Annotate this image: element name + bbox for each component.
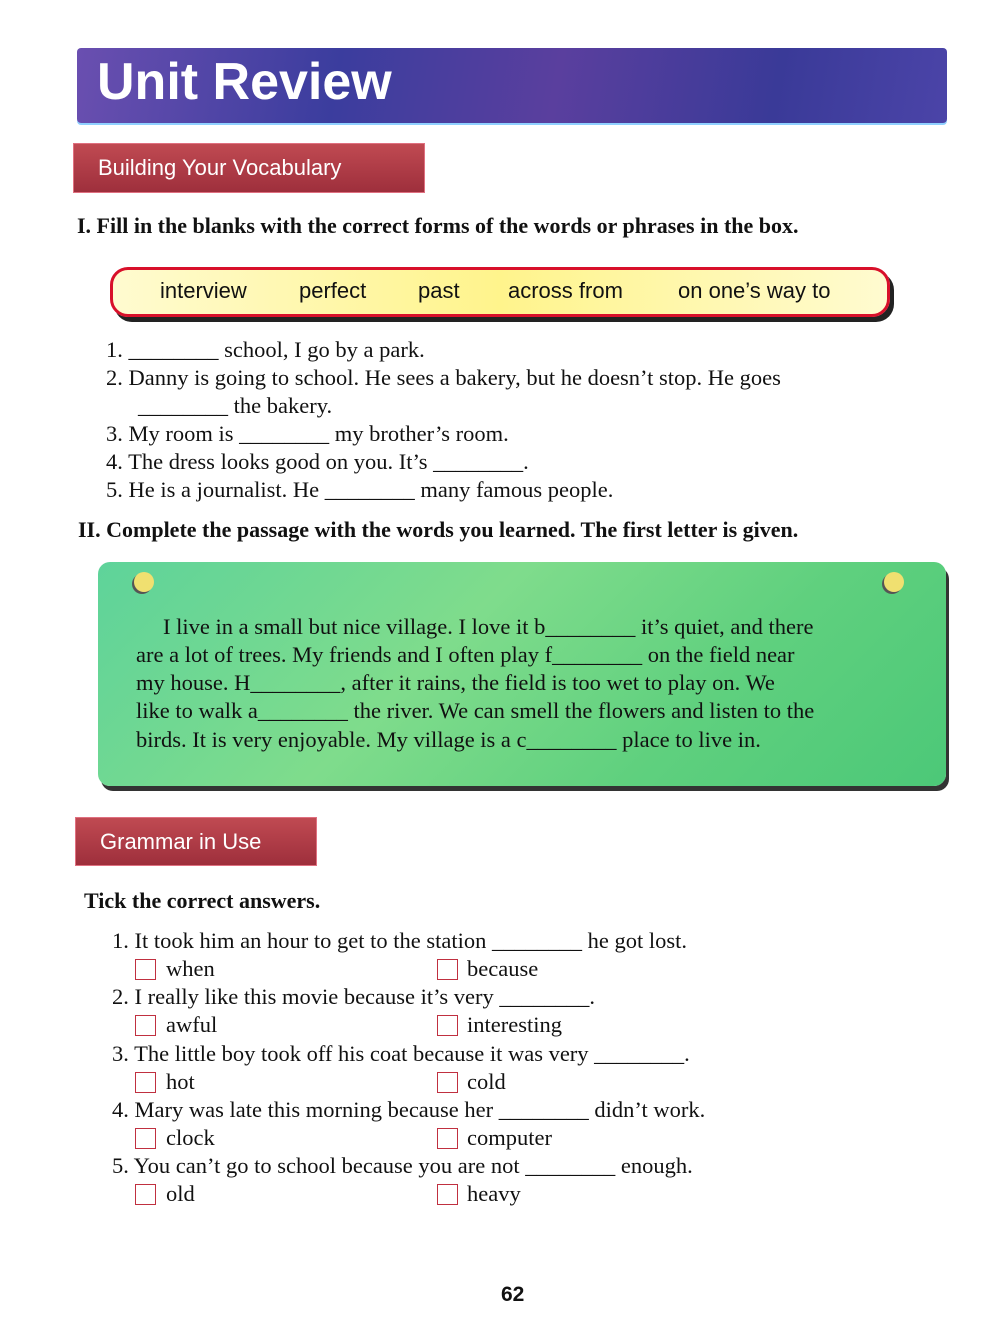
answer-option-label: because: [467, 956, 539, 981]
answer-checkbox[interactable]: [135, 1184, 156, 1205]
word-option: across from: [508, 278, 623, 303]
grammar-question: 2. I really like this movie because it’s very ________.: [112, 984, 596, 1009]
vocab-question-cont: ________ the bakery.: [138, 393, 333, 418]
answer-option-label: cold: [467, 1069, 506, 1094]
word-option: interview: [160, 278, 247, 303]
answer-option-label: heavy: [467, 1181, 521, 1206]
part1-heading: I. Fill in the blanks with the correct forms of the words or phrases in the box.: [77, 213, 799, 238]
grammar-question: 5. You can’t go to school because you are not ________ enough.: [112, 1153, 693, 1178]
answer-checkbox[interactable]: [437, 959, 458, 980]
answer-option-label: hot: [166, 1069, 195, 1094]
grammar-heading: Tick the correct answers.: [84, 888, 321, 913]
grammar-question: 4. Mary was late this morning because her ________ didn’t work.: [112, 1097, 706, 1122]
answer-checkbox[interactable]: [135, 1015, 156, 1036]
page-number: 62: [501, 1283, 525, 1306]
vocab-question: 3. My room is ________ my brother’s room.: [106, 421, 509, 446]
answer-checkbox[interactable]: [135, 959, 156, 980]
grammar-question: 1. It took him an hour to get to the station ________ he got lost.: [112, 928, 687, 953]
pin-icon: [134, 572, 154, 592]
vocab-question: 4. The dress looks good on you. It’s ________.: [106, 449, 529, 474]
vocab-question: 2. Danny is going to school. He sees a bakery, but he doesn’t stop. He goes: [106, 365, 781, 390]
section-tab-vocabulary: Building Your Vocabulary: [73, 143, 425, 193]
unit-title-banner: [77, 48, 947, 123]
passage-line: are a lot of trees. My friends and I often play f________ on the field near: [136, 642, 795, 667]
passage-line: like to walk a________ the river. We can smell the flowers and listen to the: [136, 698, 815, 723]
answer-checkbox[interactable]: [135, 1072, 156, 1093]
unit-title: Unit Review: [97, 53, 392, 111]
answer-option-label: clock: [166, 1125, 215, 1150]
word-box: [110, 267, 890, 317]
passage-box: [98, 562, 946, 786]
answer-checkbox[interactable]: [437, 1128, 458, 1149]
answer-checkbox[interactable]: [437, 1072, 458, 1093]
pin-icon: [884, 572, 904, 592]
section-tab-grammar: Grammar in Use: [75, 817, 317, 866]
answer-option-label: awful: [166, 1012, 218, 1037]
answer-checkbox[interactable]: [437, 1184, 458, 1205]
answer-option-label: when: [166, 956, 215, 981]
answer-option-label: computer: [467, 1125, 552, 1150]
word-option: on one’s way to: [678, 278, 831, 303]
vocab-question: 5. He is a journalist. He ________ many famous people.: [106, 477, 614, 502]
part2-heading: II. Complete the passage with the words you learned. The first letter is given.: [78, 517, 799, 542]
answer-option-label: interesting: [467, 1012, 562, 1037]
answer-option-label: old: [166, 1181, 195, 1206]
answer-checkbox[interactable]: [135, 1128, 156, 1149]
grammar-question: 3. The little boy took off his coat because it was very ________.: [112, 1041, 690, 1066]
vocab-question: 1. ________ school, I go by a park.: [106, 337, 425, 362]
word-option: perfect: [299, 278, 367, 303]
passage-line: my house. H________, after it rains, the field is too wet to play on. We: [136, 670, 775, 695]
passage-line: birds. It is very enjoyable. My village is a c________ place to live in.: [136, 727, 761, 752]
passage-line: I live in a small but nice village. I love it b________ it’s quiet, and there: [163, 614, 814, 639]
word-option: past: [418, 278, 460, 303]
answer-checkbox[interactable]: [437, 1015, 458, 1036]
